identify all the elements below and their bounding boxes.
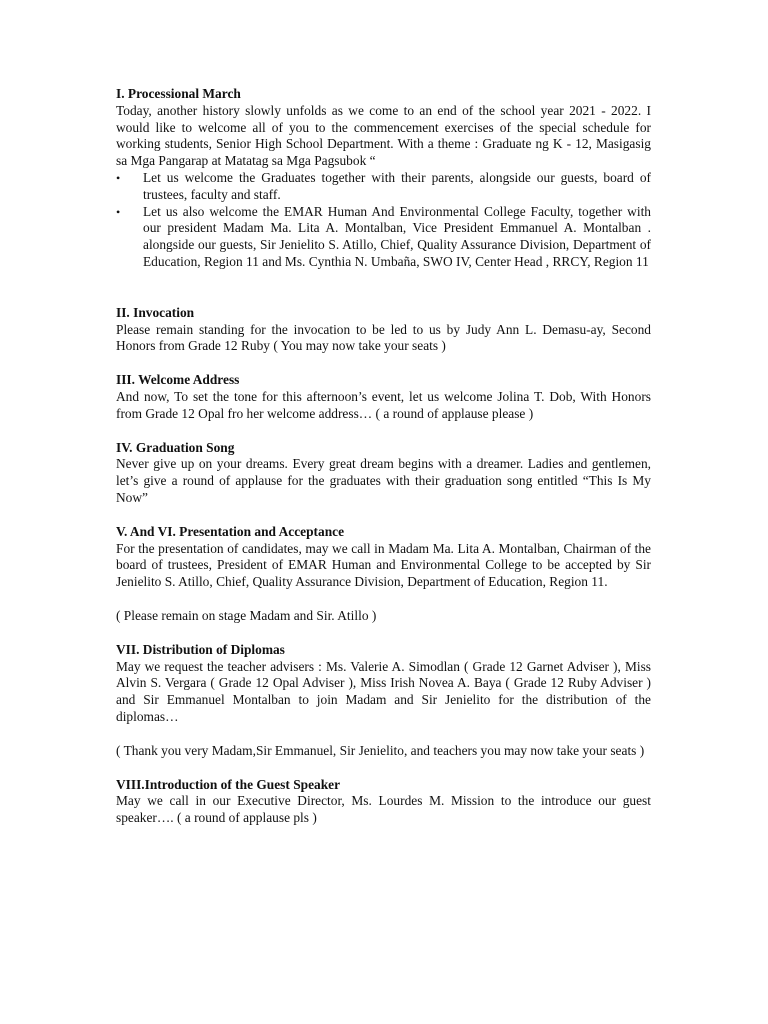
section-processional-march (116, 86, 651, 271)
section-paragraph: Please remain standing for the invocation to be led to us by Judy Ann L. Demasu-ay, Second Honors from Grade 12 Ruby ( You may now take your seats ) (116, 321, 651, 354)
section-invocation (116, 305, 651, 355)
section-paragraph: May we request the teacher advisers : Ms. Valerie A. Simodlan ( Grade 12 Garnet Adviser ), Miss Alvin S. Vergara ( Grade 12 Opal Adviser ), Miss Irish Novea A. Baya ( Grade 12 Ruby Adviser ) and Sir Emmanuel Montalban to join Madam and Sir Jenielito for the distribution of the diplomas… (116, 658, 651, 724)
section-note: ( Please remain on stage Madam and Sir. Atillo ) (116, 607, 377, 623)
section-heading: III. Welcome Address (116, 372, 240, 388)
bullet-icon: • (116, 170, 121, 185)
document-page (116, 86, 651, 827)
section-paragraph: May we call in our Executive Director, Ms. Lourdes M. Mission to the introduce our guest speaker…. ( a round of applause pls ) (116, 793, 651, 826)
section-heading: VII. Distribution of Diplomas (116, 641, 285, 657)
bullet-list (116, 170, 651, 271)
list-item (116, 170, 651, 204)
section-paragraph: And now, To set the tone for this afternoon’s event, let us welcome Jolina T. Dob, With Honors from Grade 12 Opal fro her welcome address… ( a round of applause please ) (116, 388, 651, 421)
section-guest-speaker (116, 777, 651, 827)
section-paragraph: Today, another history slowly unfolds as we come to an end of the school year 2021 - 2022. I would like to welcome all of you to the commencement exercises of the special schedule for working students, Senior High School Department. With a theme : Graduate ng K - 12, Masigasig sa Mga Pangarap at Matatag sa Mga Pagsubok “ (116, 102, 651, 169)
section-heading: IV. Graduation Song (116, 439, 235, 455)
list-item-text: Let us also welcome the EMAR Human And Environmental College Faculty, together with our president Madam Ma. Lita A. Montalban, Vice President Emmanuel A. Montalban . alongside our guests, Sir Jenielito S. Atillo, Chief, Quality Assurance Division, Department of Education, Region 11 and Ms. Cynthia N. Umbaña, SWO IV, Center Head , RRCY, Region 11 (143, 203, 651, 269)
section-heading: V. And VI. Presentation and Acceptance (116, 523, 345, 539)
section-paragraph: Never give up on your dreams. Every great dream begins with a dreamer. Ladies and gentlemen, let’s give a round of applause for the graduates with their graduation song entitled “This Is My Now” (116, 456, 651, 505)
section-graduation-song (116, 440, 651, 507)
section-heading: II. Invocation (116, 304, 195, 320)
section-welcome-address (116, 372, 651, 422)
section-presentation-acceptance (116, 524, 651, 625)
bullet-icon: • (116, 204, 121, 219)
section-heading: I. Processional March (116, 86, 241, 101)
section-distribution-diplomas (116, 642, 651, 760)
section-note: ( Thank you very Madam,Sir Emmanuel, Sir Jenielito, and teachers you may now take your seats ) (116, 742, 645, 758)
list-item (116, 204, 651, 271)
section-paragraph: For the presentation of candidates, may we call in Madam Ma. Lita A. Montalban, Chairman of the board of trustees, President of EMAR Human and Environmental College to be accepted by Sir Jenielito S. Atillo, Chief, Quality Assurance Division, Department of Education, Region 11. (116, 540, 651, 590)
section-heading: VIII.Introduction of the Guest Speaker (116, 776, 341, 792)
list-item-text: Let us welcome the Graduates together with their parents, alongside our guests, board of trustees, faculty and staff. (143, 169, 651, 202)
